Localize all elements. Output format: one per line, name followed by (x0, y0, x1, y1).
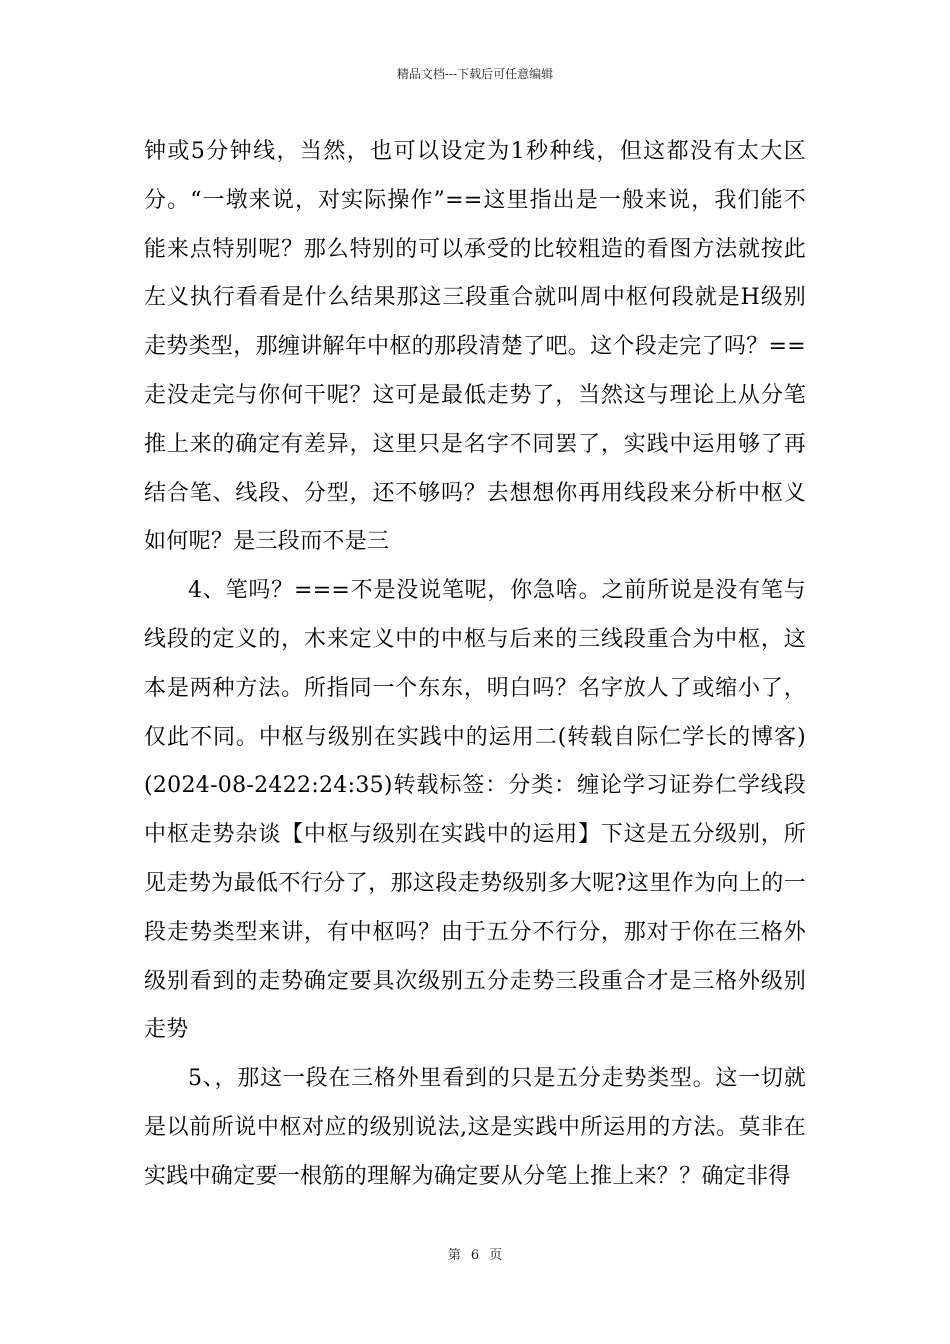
paragraph-1: 钟或5分钟线，当然，也可以设定为1秒种线，但这都没有太大区分。“一墩来说，对实际操作”==这里指出是一般来说，我们能不能来点特别呢？那么特别的可以承受的比较粗造的看图方法就按此左义执行看看是什么结果那这三段重合就叫周中枢何段就是H级别走势类型，那缠讲解年中枢的那段清楚了吧。这个段走完了吗？==走没走完与你何干呢？这可是最低走势了，当然这与理论上从分笔推上来的确定有差异，这里只是名字不同罢了，实践中运用够了再结合笔、线段、分型，还不够吗？去想想你再用线段来分析中枢义如何呢？是三段而不是三 (144, 139, 806, 555)
page-number: 6 (470, 1248, 480, 1263)
paragraph-2: 4、笔吗？===不是没说笔呢，你急啥。之前所说是没有笔与线段的定义的，木来定义中的中枢与后来的三线段重合为中枢，这本是两种方法。所指同一个东东，明白吗？名字放人了或缩小了，仅此不同。中枢与级别在实践中的运用二(转载自际仁学长的博客)(2024-08-2422:24:35)转载标签：分类：缠论学习证券仁学线段中枢走势杂谈【中枢与级别在实践中的运用】下这是五分级别，所见走势为最低不行分了，那这段走势级别多大呢?这里作为向上的一段走势类型来讲，有中枢吗？由于五分不行分，那对于你在三格外级别看到的走势确定要具次级别五分走势三段重合才是三格外级别走势 (144, 578, 806, 1043)
page-footer (0, 1247, 950, 1265)
page-label-prefix: 第 (447, 1248, 461, 1263)
page-header: 精品文档---下载后可任意编辑 (396, 67, 554, 81)
paragraph-3: 5、，那这一段在三格外里看到的只是五分走势类型。这一切就是以前所说中枢对应的级别说法,这是实践中所运用的方法。莫非在实践中确定要一根筋的理解为确定要从分笔上推上来？？确定非得 (144, 1066, 806, 1189)
document-body (144, 128, 806, 1202)
page-label-suffix: 页 (489, 1248, 503, 1263)
